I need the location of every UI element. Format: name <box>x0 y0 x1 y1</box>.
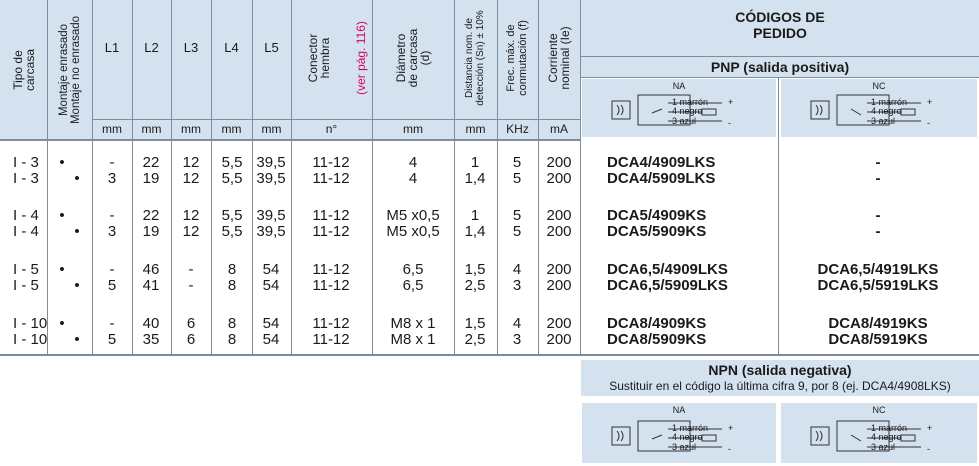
cell-l4: 8 <box>227 261 237 278</box>
wire1-label: 1 marrón <box>871 423 908 433</box>
cell-l4: 8 <box>227 331 237 348</box>
cell-corr: 200 <box>546 315 572 332</box>
cell-corr: 200 <box>546 207 572 224</box>
schematic-nc-pnp <box>781 79 977 137</box>
table-row <box>0 332 580 348</box>
cell-l3: 12 <box>182 223 200 240</box>
header-conector-ref[interactable]: (ver pág. 116) <box>354 21 368 95</box>
cell-dist: 1,4 <box>464 170 486 187</box>
cell-l2: 40 <box>142 315 160 332</box>
header-distancia: Distancia nom. de detección (Sn) ± 10% <box>464 10 486 106</box>
cell-l5: 39,5 <box>256 154 286 171</box>
cell-l5: 54 <box>262 261 280 278</box>
header-diametro: Diámetro de carcasa (d) <box>394 28 432 88</box>
header-bottom-rule <box>0 139 580 141</box>
cell-corr: 200 <box>546 331 572 348</box>
cell-l4: 8 <box>227 315 237 332</box>
cell-frec: 5 <box>512 223 522 240</box>
cell-l3: 12 <box>182 170 200 187</box>
cell-tipo: I - 3 <box>13 170 39 187</box>
cell-l1: - <box>109 261 115 278</box>
header-tipo: Tipo de carcasa <box>11 48 37 92</box>
wire3-label: 3 azul <box>672 116 697 126</box>
cell-l1: 5 <box>107 331 117 348</box>
cell-corr: 200 <box>546 261 572 278</box>
code-nc: DCA8/5919KS <box>828 331 928 348</box>
cell-l1: - <box>109 207 115 224</box>
unit-corriente: mA <box>550 122 568 136</box>
header-montaje: Montaje enrasado Montaje no enrasado <box>58 15 82 125</box>
unit-l3: mm <box>181 122 201 136</box>
header-l1: L1 <box>104 40 120 55</box>
code-na: DCA4/4909LKS <box>607 154 716 171</box>
pnp-title: PNP (salida positiva) <box>710 59 850 75</box>
table-bottom-rule <box>0 354 979 356</box>
cell-con: 11-12 <box>312 170 350 187</box>
table-row <box>0 262 580 278</box>
cell-l1: 3 <box>107 170 117 187</box>
cell-l4: 5,5 <box>221 207 243 224</box>
cell-dist: 1 <box>470 207 480 224</box>
cell-corr: 200 <box>546 277 572 294</box>
unit-l5: mm <box>261 122 282 136</box>
cell-l1: - <box>109 315 115 332</box>
cell-dia: M8 x 1 <box>390 331 436 348</box>
cell-l4: 5,5 <box>221 223 243 240</box>
cell-l1: 5 <box>107 277 117 294</box>
wire1-label: 1 marrón <box>672 97 709 107</box>
minus-label: - <box>927 444 930 454</box>
cell-tipo: I - 5 <box>13 277 39 294</box>
cell-dia: M8 x 1 <box>390 315 436 332</box>
code-na: DCA6,5/4909LKS <box>607 261 728 278</box>
codes-header-title: CÓDIGOS DE PEDIDO <box>735 9 825 41</box>
cell-l3: 6 <box>186 331 196 348</box>
cell-con: 11-12 <box>312 331 350 348</box>
cell-corr: 200 <box>546 223 572 240</box>
wire3-label: 3 azul <box>871 116 896 126</box>
minus-label: - <box>728 118 731 128</box>
header-conector <box>283 21 379 95</box>
plus-label: + <box>728 423 734 433</box>
cell-l5: 39,5 <box>256 170 286 187</box>
code-nc: - <box>875 154 881 171</box>
unit-distancia: mm <box>465 122 486 136</box>
cell-l1: 3 <box>107 223 117 240</box>
header-corriente: Corriente nominal (Ie) <box>546 26 572 90</box>
cell-con: 11-12 <box>312 261 350 278</box>
code-nc: - <box>875 207 881 224</box>
cell-con: 11-12 <box>312 223 350 240</box>
cell-l2: 46 <box>142 261 160 278</box>
code-nc: DCA8/4919KS <box>828 315 928 332</box>
code-na: DCA8/4909KS <box>607 315 707 332</box>
wire4-label: 4 negro <box>672 106 703 116</box>
npn-note: Sustituir en el código la última cifra 9, por 8 (ej. DCA4/4908LKS) <box>609 379 951 393</box>
header-l3: L3 <box>183 40 199 55</box>
cell-l2: 41 <box>142 277 160 294</box>
code-na: DCA5/5909KS <box>607 223 707 240</box>
schematic-na-label: NA <box>672 81 686 91</box>
schematic-na-npn <box>582 403 776 463</box>
cell-dist: 1,5 <box>464 315 486 332</box>
cell-dia: 4 <box>408 170 418 187</box>
cell-dist: 1,4 <box>464 223 486 240</box>
code-nc: DCA6,5/4919LKS <box>817 261 939 278</box>
cell-l3: 6 <box>186 315 196 332</box>
plus-label: + <box>927 97 933 107</box>
na-nc-divider <box>778 78 779 355</box>
wire4-label: 4 negro <box>672 432 703 442</box>
wire4-label: 4 negro <box>871 432 902 442</box>
cell-l3: - <box>188 261 194 278</box>
cell-tipo: I - 10 <box>13 315 48 332</box>
cell-tipo: I - 5 <box>13 261 39 278</box>
table-row <box>0 278 580 294</box>
plus-label: + <box>728 97 734 107</box>
header-l5: L5 <box>264 40 279 55</box>
schematic-na-label: NA <box>672 405 686 415</box>
cell-tipo: I - 4 <box>13 223 39 240</box>
cell-montaje: • <box>74 331 80 348</box>
cell-dia: 6,5 <box>402 261 424 278</box>
unit-l2: mm <box>141 122 162 136</box>
unit-diametro: mm <box>403 122 423 136</box>
cell-con: 11-12 <box>312 207 350 224</box>
cell-dist: 1 <box>470 154 480 171</box>
plus-label: + <box>927 423 933 433</box>
cell-dia: M5 x0,5 <box>386 223 440 240</box>
cell-montaje: • <box>74 277 80 294</box>
cell-frec: 4 <box>512 261 522 278</box>
cell-tipo: I - 4 <box>13 207 39 224</box>
schematic-nc-label: NC <box>872 81 886 91</box>
unit-conector: n° <box>325 122 338 136</box>
schematic-nc-npn <box>781 403 977 463</box>
minus-label: - <box>927 118 930 128</box>
cell-l4: 8 <box>227 277 237 294</box>
cell-frec: 5 <box>512 154 522 171</box>
cell-l3: - <box>188 277 194 294</box>
wire4-label: 4 negro <box>871 106 902 116</box>
table-row <box>0 316 580 332</box>
cell-corr: 200 <box>546 154 572 171</box>
wire1-label: 1 marrón <box>672 423 709 433</box>
cell-frec: 3 <box>512 277 522 294</box>
code-nc: DCA6,5/5919LKS <box>817 277 939 294</box>
cell-con: 11-12 <box>312 315 350 332</box>
header-l2: L2 <box>144 40 159 55</box>
cell-corr: 200 <box>546 170 572 187</box>
cell-dia: 6,5 <box>402 277 424 294</box>
cell-l5: 54 <box>262 277 280 294</box>
table-row <box>0 224 580 240</box>
minus-label: - <box>728 444 731 454</box>
cell-montaje: • <box>59 154 65 171</box>
cell-dist: 2,5 <box>464 277 486 294</box>
cell-l5: 39,5 <box>256 223 286 240</box>
cell-dia: 4 <box>408 154 418 171</box>
wire3-label: 3 azul <box>672 442 697 452</box>
code-nc: - <box>875 170 881 187</box>
cell-con: 11-12 <box>312 277 350 294</box>
table-row <box>0 208 580 224</box>
cell-tipo: I - 3 <box>13 154 39 171</box>
header-conector-text: Conector hembra <box>306 33 332 83</box>
cell-frec: 4 <box>512 315 522 332</box>
cell-l2: 22 <box>142 207 160 224</box>
cell-montaje: • <box>59 207 65 224</box>
unit-l4: mm <box>221 122 242 136</box>
cell-l5: 54 <box>262 331 280 348</box>
code-na: DCA8/5909KS <box>607 331 707 348</box>
code-na: DCA5/4909KS <box>607 207 707 224</box>
cell-tipo: I - 10 <box>13 331 48 348</box>
cell-montaje: • <box>59 315 65 332</box>
code-na: DCA4/5909LKS <box>607 170 716 187</box>
cell-dia: M5 x0,5 <box>386 207 440 224</box>
cell-con: 11-12 <box>312 154 350 171</box>
cell-l1: - <box>109 154 115 171</box>
cell-frec: 5 <box>512 170 522 187</box>
cell-frec: 3 <box>512 331 522 348</box>
cell-l4: 5,5 <box>221 154 243 171</box>
cell-l3: 12 <box>182 154 200 171</box>
cell-l2: 19 <box>142 170 160 187</box>
unit-frec: KHz <box>506 122 529 136</box>
cell-dist: 1,5 <box>464 261 486 278</box>
unit-l1: mm <box>102 122 122 136</box>
cell-l3: 12 <box>182 207 200 224</box>
header-frec: Frec. máx. de conmutación (f) <box>505 20 529 96</box>
code-na: DCA6,5/5909LKS <box>607 277 728 294</box>
code-nc: - <box>875 223 881 240</box>
schematic-na-pnp <box>582 79 776 137</box>
cell-dist: 2,5 <box>464 331 486 348</box>
cell-frec: 5 <box>512 207 522 224</box>
wire1-label: 1 marrón <box>871 97 908 107</box>
cell-montaje: • <box>74 170 80 187</box>
cell-montaje: • <box>59 261 65 278</box>
npn-title: NPN (salida negativa) <box>708 362 852 378</box>
table-row <box>0 155 580 171</box>
schematic-nc-label: NC <box>872 405 886 415</box>
header-l4: L4 <box>224 40 239 55</box>
cell-l2: 35 <box>142 331 160 348</box>
table-row <box>0 171 580 187</box>
rule <box>581 77 979 78</box>
cell-l2: 19 <box>142 223 160 240</box>
cell-l4: 5,5 <box>221 170 243 187</box>
cell-l2: 22 <box>142 154 160 171</box>
cell-l5: 54 <box>262 315 280 332</box>
cell-montaje: • <box>74 223 80 240</box>
cell-l5: 39,5 <box>256 207 286 224</box>
wire3-label: 3 azul <box>871 442 896 452</box>
